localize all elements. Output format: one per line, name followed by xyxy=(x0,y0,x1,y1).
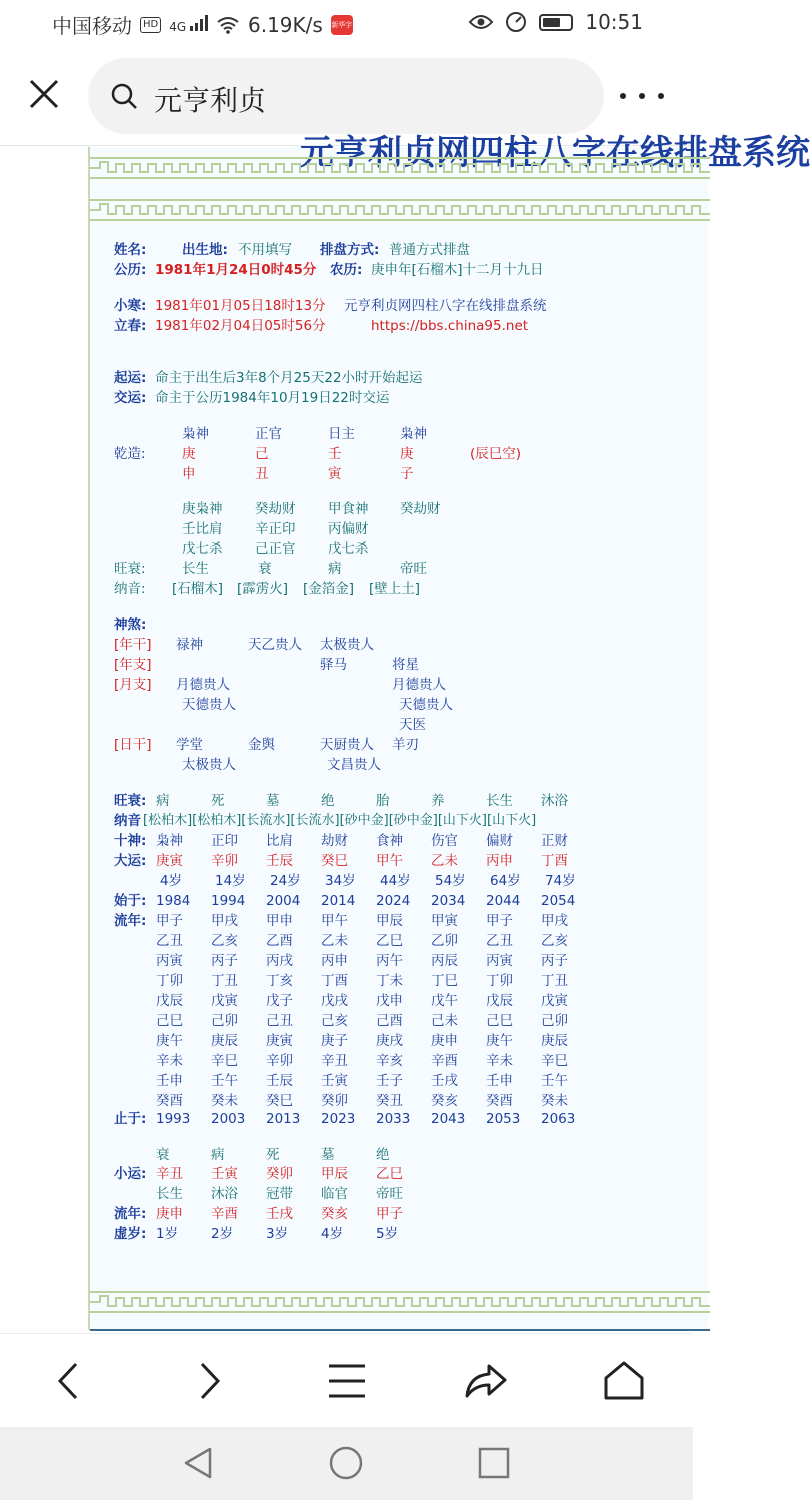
liunian-cell: 丁卯 xyxy=(156,973,183,989)
dayun-end-year: 1993 xyxy=(156,1111,191,1127)
dayun-start-year: 2024 xyxy=(376,893,411,909)
hidden-stem: 丙偏财 xyxy=(328,521,369,537)
dayun-end-year: 2003 xyxy=(211,1111,246,1127)
dayun-shishen: 偏财 xyxy=(486,833,513,849)
hidden-stem: 癸劫财 xyxy=(400,501,441,517)
liunian-cell: 甲午 xyxy=(321,913,348,929)
shensha-item: 天乙贵人 xyxy=(248,637,302,653)
xiaoyun-value: 甲辰 xyxy=(321,1166,348,1182)
nayin-label: 纳音: xyxy=(114,581,146,597)
birthplace-value: 不用填写 xyxy=(238,242,292,258)
liunian-cell: 庚午 xyxy=(486,1033,513,1049)
eye-icon xyxy=(469,14,493,30)
shensha-item: 太极贵人 xyxy=(182,757,236,773)
close-icon[interactable] xyxy=(28,78,60,110)
search-icon xyxy=(110,82,138,110)
dayun-pillar: 丙申 xyxy=(486,853,513,869)
news-app-icon: 新华字 xyxy=(331,15,353,35)
search-query: 元亨利贞 xyxy=(154,84,267,117)
pillar-branch: 子 xyxy=(400,466,414,482)
liunian-cell: 甲辰 xyxy=(376,913,403,929)
system-back-icon[interactable] xyxy=(180,1445,216,1481)
web-content xyxy=(0,133,810,1332)
liunian-cell: 甲子 xyxy=(486,913,513,929)
xiaoyun-value: 辛丑 xyxy=(156,1166,183,1182)
liunian-cell: 丙寅 xyxy=(486,953,513,969)
xiaohan-label: 小寒: xyxy=(114,298,147,314)
liunian-cell: 壬午 xyxy=(211,1073,238,1089)
wangshuai-value: 衰 xyxy=(258,561,272,577)
liunian-cell: 戊寅 xyxy=(541,993,568,1009)
liunian-cell: 己丑 xyxy=(266,1013,293,1029)
liunian-cell: 壬戌 xyxy=(431,1073,458,1089)
liunian-cell: 癸酉 xyxy=(156,1093,183,1109)
dayun-wangshuai: 长生 xyxy=(486,793,513,809)
dayun-age: 34岁 xyxy=(325,873,356,889)
pillar-branch: 申 xyxy=(182,466,196,482)
wangshuai-value: 病 xyxy=(328,561,342,577)
system-recents-icon[interactable] xyxy=(476,1445,512,1481)
xiaoyun-liunian: 辛酉 xyxy=(211,1206,238,1222)
xiaoyun-state: 绝 xyxy=(376,1147,390,1163)
dayun-start-year: 1994 xyxy=(211,893,246,909)
browser-bottom-bar xyxy=(0,1333,693,1427)
liunian-cell: 戊辰 xyxy=(156,993,183,1009)
method-value: 普通方式排盘 xyxy=(389,242,470,258)
liunian-cell: 乙未 xyxy=(321,933,348,949)
dayun-end-label: 止于: xyxy=(114,1111,147,1127)
liunian-cell: 甲戌 xyxy=(211,913,238,929)
liunian-cell: 庚子 xyxy=(321,1033,348,1049)
nayin-value: [霹雳火] xyxy=(237,581,289,597)
qiyun-value: 命主于出生后3年8个月25天22小时开始起运 xyxy=(155,370,423,386)
xiaoyun-label: 小运: xyxy=(114,1166,147,1182)
liunian-cell: 丁巳 xyxy=(431,973,458,989)
pillar-tengod: 枭神 xyxy=(182,426,209,442)
share-icon[interactable] xyxy=(461,1358,509,1404)
dayun-wangshuai: 养 xyxy=(431,793,445,809)
name-label: 姓名: xyxy=(114,242,147,258)
dayun-end-year: 2033 xyxy=(376,1111,411,1127)
hidden-stem: 癸劫财 xyxy=(255,501,296,517)
liunian-cell: 壬午 xyxy=(541,1073,568,1089)
bazi-label: 乾造: xyxy=(114,446,146,462)
pillar-tengod: 正官 xyxy=(255,426,282,442)
xiaoyun-liunian: 甲子 xyxy=(376,1206,403,1222)
liunian-cell: 乙丑 xyxy=(486,933,513,949)
speedometer-icon xyxy=(505,11,527,33)
liunian-cell: 甲戌 xyxy=(541,913,568,929)
liunian-cell: 己卯 xyxy=(541,1013,568,1029)
liunian-cell: 癸未 xyxy=(211,1093,238,1109)
back-icon[interactable] xyxy=(46,1358,94,1404)
liunian-cell: 己未 xyxy=(431,1013,458,1029)
liunian-cell: 丙子 xyxy=(211,953,238,969)
liunian-cell: 丁酉 xyxy=(321,973,348,989)
dayun-shishen-label: 十神: xyxy=(114,833,147,849)
dayun-start-year: 2034 xyxy=(431,893,466,909)
shensha-row-label: [年干] xyxy=(114,637,152,653)
pillar-branch: 丑 xyxy=(255,466,269,482)
dayun-age: 14岁 xyxy=(215,873,246,889)
dot-icon xyxy=(658,93,664,99)
dayun-age: 74岁 xyxy=(545,873,576,889)
site-url-link[interactable]: https://bbs.china95.net xyxy=(371,318,529,334)
shensha-item: 天德贵人 xyxy=(182,697,236,713)
dayun-pillar: 乙未 xyxy=(431,853,458,869)
liunian-cell: 己巳 xyxy=(156,1013,183,1029)
battery-icon xyxy=(539,14,573,31)
liunian-cell: 辛亥 xyxy=(376,1053,403,1069)
carrier-label: 中国移动 xyxy=(52,14,132,38)
dayun-wangshuai: 病 xyxy=(156,793,170,809)
hidden-stem: 壬比肩 xyxy=(182,521,223,537)
liunian-cell: 丁丑 xyxy=(211,973,238,989)
lichun-label: 立春: xyxy=(114,318,147,334)
solar-value: 1981年1月24日0时45分 xyxy=(155,262,317,278)
shensha-item: 文昌贵人 xyxy=(327,757,381,773)
wifi-icon xyxy=(216,16,240,34)
dayun-shishen: 食神 xyxy=(376,833,403,849)
liunian-cell: 戊寅 xyxy=(211,993,238,1009)
liunian-cell: 戊午 xyxy=(431,993,458,1009)
liunian-cell: 戊申 xyxy=(376,993,403,1009)
dayun-end-year: 2023 xyxy=(321,1111,356,1127)
dayun-wangshuai: 死 xyxy=(211,793,225,809)
dot-icon xyxy=(639,93,645,99)
liunian-cell: 甲子 xyxy=(156,913,183,929)
dayun-age: 4岁 xyxy=(160,873,183,889)
dayun-shishen: 比肩 xyxy=(266,833,293,849)
dayun-shishen: 正印 xyxy=(211,833,238,849)
system-navigation-bar xyxy=(0,1427,693,1500)
xiaoyun-state: 沐浴 xyxy=(211,1186,238,1202)
liunian-cell: 癸酉 xyxy=(486,1093,513,1109)
nayin-value: [金箔金] xyxy=(303,581,355,597)
wangshuai-label: 旺衰: xyxy=(114,561,146,577)
nayin-value: [壁上土] xyxy=(369,581,421,597)
fret-border xyxy=(90,1289,710,1315)
liunian-cell: 壬寅 xyxy=(321,1073,348,1089)
liunian-cell: 丙午 xyxy=(376,953,403,969)
page-title-fragment: 元亨利贞网四柱八字在线排盘系统 xyxy=(300,133,810,173)
shensha-item: 将星 xyxy=(392,657,419,673)
dayun-end-year: 2063 xyxy=(541,1111,576,1127)
hidden-stem: 己正官 xyxy=(255,541,296,557)
shensha-item: 天德贵人 xyxy=(399,697,453,713)
dayun-shishen: 伤官 xyxy=(431,833,458,849)
liunian-cell: 庚寅 xyxy=(266,1033,293,1049)
liunian-cell: 丁丑 xyxy=(541,973,568,989)
lunar-value: 庚申年[石榴木]十二月十九日 xyxy=(371,262,544,278)
network-speed: 6.19K/s xyxy=(248,12,323,37)
liunian-cell: 壬申 xyxy=(486,1073,513,1089)
method-label: 排盘方式: xyxy=(320,242,380,258)
dayun-age: 24岁 xyxy=(270,873,301,889)
liunian-cell: 庚戌 xyxy=(376,1033,403,1049)
xiaoyun-state: 冠带 xyxy=(266,1186,293,1202)
nayin-value: [石榴木] xyxy=(172,581,224,597)
shensha-item: 禄神 xyxy=(176,637,203,653)
shensha-item: 月德贵人 xyxy=(392,677,446,693)
shensha-item: 羊刃 xyxy=(392,737,419,753)
xiaoyun-state: 帝旺 xyxy=(376,1186,403,1202)
shensha-item: 学堂 xyxy=(176,737,203,753)
dayun-wangshuai: 沐浴 xyxy=(541,793,568,809)
birthplace-label: 出生地: xyxy=(182,242,228,258)
dayun-wangshuai: 胎 xyxy=(376,793,390,809)
search-input[interactable] xyxy=(88,58,604,134)
dayun-nayin-label: 纳音 xyxy=(114,813,141,829)
system-home-icon[interactable] xyxy=(328,1445,364,1481)
pillar-branch: 寅 xyxy=(328,466,342,482)
liunian-cell: 癸巳 xyxy=(266,1093,293,1109)
lichun-value: 1981年02月04日05时56分 xyxy=(155,318,326,334)
dayun-start-year: 2014 xyxy=(321,893,356,909)
xusui-value: 2岁 xyxy=(211,1226,234,1242)
liunian-cell: 庚辰 xyxy=(541,1033,568,1049)
liunian-cell: 乙亥 xyxy=(211,933,238,949)
liunian-cell: 乙巳 xyxy=(376,933,403,949)
liunian-cell: 己亥 xyxy=(321,1013,348,1029)
dayun-pillar: 癸巳 xyxy=(321,853,348,869)
liunian-cell: 己巳 xyxy=(486,1013,513,1029)
xusui-value: 4岁 xyxy=(321,1226,344,1242)
shensha-item: 月德贵人 xyxy=(176,677,230,693)
status-bar xyxy=(0,0,693,48)
shensha-item: 天厨贵人 xyxy=(320,737,374,753)
dayun-nayin-value: [松柏木][松柏木][长流水][长流水][砂中金][砂中金][山下火][山下火] xyxy=(143,813,537,828)
shensha-row-label: [月支] xyxy=(114,677,152,693)
bazi-panel xyxy=(88,133,810,1330)
liunian-cell: 甲申 xyxy=(266,913,293,929)
dayun-age: 54岁 xyxy=(435,873,466,889)
liunian-cell: 乙丑 xyxy=(156,933,183,949)
hidden-stem: 戊七杀 xyxy=(182,541,223,557)
liunian-cell: 壬辰 xyxy=(266,1073,293,1089)
dayun-shishen: 枭神 xyxy=(156,833,183,849)
kong-note: (辰巳空) xyxy=(470,446,522,462)
xiaoyun-liunian: 壬戌 xyxy=(266,1206,293,1222)
liunian-cell: 癸未 xyxy=(541,1093,568,1109)
dayun-age: 64岁 xyxy=(490,873,521,889)
liunian-cell: 丙戌 xyxy=(266,953,293,969)
liunian-cell: 丙辰 xyxy=(431,953,458,969)
dayun-wangshuai-label: 旺衰: xyxy=(114,793,147,809)
dayun-end-year: 2013 xyxy=(266,1111,301,1127)
xiaoyun-liunian: 庚申 xyxy=(156,1206,183,1222)
liunian-cell: 辛巳 xyxy=(211,1053,238,1069)
liunian-cell: 癸亥 xyxy=(431,1093,458,1109)
liunian-cell: 乙酉 xyxy=(266,933,293,949)
hidden-stem: 辛正印 xyxy=(255,521,296,537)
liunian-cell: 己卯 xyxy=(211,1013,238,1029)
dayun-pillar: 庚寅 xyxy=(156,853,183,869)
liunian-cell: 己酉 xyxy=(376,1013,403,1029)
hidden-stem: 庚枭神 xyxy=(182,501,223,517)
home-icon[interactable] xyxy=(600,1358,648,1404)
dayun-end-year: 2043 xyxy=(431,1111,466,1127)
liunian-cell: 戊戌 xyxy=(321,993,348,1009)
xiaoyun-state: 死 xyxy=(266,1147,280,1163)
xiaoyun-value: 乙巳 xyxy=(376,1166,403,1182)
liunian-cell: 丁未 xyxy=(376,973,403,989)
liunian-cell: 丁卯 xyxy=(486,973,513,989)
xusui-label: 虚岁: xyxy=(114,1226,147,1242)
liunian-cell: 戊辰 xyxy=(486,993,513,1009)
liunian-cell: 乙亥 xyxy=(541,933,568,949)
xiaoyun-value: 壬寅 xyxy=(211,1166,238,1182)
lunar-label: 农历: xyxy=(330,262,363,278)
shensha-title: 神煞: xyxy=(114,617,147,633)
signal-icon: 4G xyxy=(169,15,208,34)
dayun-pillar: 壬辰 xyxy=(266,853,293,869)
pillar-stem: 庚 xyxy=(400,446,414,462)
shensha-row-label: [日干] xyxy=(114,737,152,753)
hidden-stem: 戊七杀 xyxy=(328,541,369,557)
qiyun-label: 起运: xyxy=(114,370,147,386)
xiaoyun-state: 临官 xyxy=(321,1186,348,1202)
dayun-pillar: 辛卯 xyxy=(211,853,238,869)
xiaoyun-state: 衰 xyxy=(156,1147,170,1163)
xiaoyun-state: 墓 xyxy=(321,1147,335,1163)
dayun-end-year: 2053 xyxy=(486,1111,521,1127)
dayun-start-year: 2054 xyxy=(541,893,576,909)
liunian-cell: 壬申 xyxy=(156,1073,183,1089)
pillar-stem: 己 xyxy=(255,446,269,462)
pillar-tengod: 日主 xyxy=(328,426,355,442)
liunian-cell: 庚申 xyxy=(431,1033,458,1049)
shensha-item: 金舆 xyxy=(248,737,275,753)
xiaohan-value: 1981年01月05日18时13分 xyxy=(155,298,326,314)
dayun-start-year: 1984 xyxy=(156,893,191,909)
dayun-liunian-label: 流年: xyxy=(114,913,147,929)
dayun-wangshuai: 墓 xyxy=(266,793,280,809)
dayun-pillar: 甲午 xyxy=(376,853,403,869)
liunian-cell: 癸卯 xyxy=(321,1093,348,1109)
panel-bottom-border xyxy=(90,1329,710,1331)
site-name: 元亨利贞网四柱八字在线排盘系统 xyxy=(344,298,547,314)
clock: 10:51 xyxy=(585,10,643,34)
liunian-cell: 丙寅 xyxy=(156,953,183,969)
wangshuai-value: 帝旺 xyxy=(400,561,427,577)
dayun-pillar: 丁酉 xyxy=(541,853,568,869)
hd-icon: HD xyxy=(140,17,161,33)
shensha-item: 驿马 xyxy=(320,657,347,673)
liunian-cell: 辛巳 xyxy=(541,1053,568,1069)
pillar-stem: 壬 xyxy=(328,446,342,462)
dot-icon xyxy=(620,93,626,99)
solar-label: 公历: xyxy=(114,262,147,278)
liunian-cell: 癸丑 xyxy=(376,1093,403,1109)
pillar-stem: 庚 xyxy=(182,446,196,462)
shensha-row-label: [年支] xyxy=(114,657,152,673)
xiaoyun-liunian: 癸亥 xyxy=(321,1206,348,1222)
liunian-cell: 庚辰 xyxy=(211,1033,238,1049)
jiaoyun-value: 命主于公历1984年10月19日22时交运 xyxy=(155,390,390,406)
liunian-cell: 辛未 xyxy=(156,1053,183,1069)
xiaoyun-liunian-label: 流年: xyxy=(114,1206,147,1222)
liunian-cell: 甲寅 xyxy=(431,913,458,929)
fret-border xyxy=(90,197,710,223)
liunian-cell: 戊子 xyxy=(266,993,293,1009)
xusui-value: 1岁 xyxy=(156,1226,179,1242)
menu-icon[interactable] xyxy=(323,1358,371,1404)
jiaoyun-label: 交运: xyxy=(114,390,147,406)
dayun-start-label: 始于: xyxy=(114,893,147,909)
liunian-cell: 乙卯 xyxy=(431,933,458,949)
shensha-item: 太极贵人 xyxy=(320,637,374,653)
liunian-cell: 丙申 xyxy=(321,953,348,969)
dayun-age: 44岁 xyxy=(380,873,411,889)
liunian-cell: 壬子 xyxy=(376,1073,403,1089)
xusui-value: 3岁 xyxy=(266,1226,289,1242)
pillar-tengod: 枭神 xyxy=(400,426,427,442)
xiaoyun-state: 病 xyxy=(211,1147,225,1163)
dayun-start-year: 2004 xyxy=(266,893,301,909)
liunian-cell: 辛卯 xyxy=(266,1053,293,1069)
liunian-cell: 辛酉 xyxy=(431,1053,458,1069)
liunian-cell: 丁亥 xyxy=(266,973,293,989)
xiaoyun-state: 长生 xyxy=(156,1186,183,1202)
xusui-value: 5岁 xyxy=(376,1226,399,1242)
forward-icon[interactable] xyxy=(184,1358,232,1404)
dayun-shishen: 劫财 xyxy=(321,833,348,849)
liunian-cell: 庚午 xyxy=(156,1033,183,1049)
dayun-wangshuai: 绝 xyxy=(321,793,335,809)
dayun-label: 大运: xyxy=(114,853,147,869)
dayun-shishen: 正财 xyxy=(541,833,568,849)
dayun-start-year: 2044 xyxy=(486,893,521,909)
more-menu-button[interactable] xyxy=(620,88,664,104)
xiaoyun-value: 癸卯 xyxy=(266,1166,293,1182)
hidden-stem: 甲食神 xyxy=(328,501,369,517)
liunian-cell: 丙子 xyxy=(541,953,568,969)
wangshuai-value: 长生 xyxy=(182,561,209,577)
fret-border xyxy=(90,155,710,181)
liunian-cell: 辛未 xyxy=(486,1053,513,1069)
liunian-cell: 辛丑 xyxy=(321,1053,348,1069)
shensha-item: 天医 xyxy=(399,717,426,733)
